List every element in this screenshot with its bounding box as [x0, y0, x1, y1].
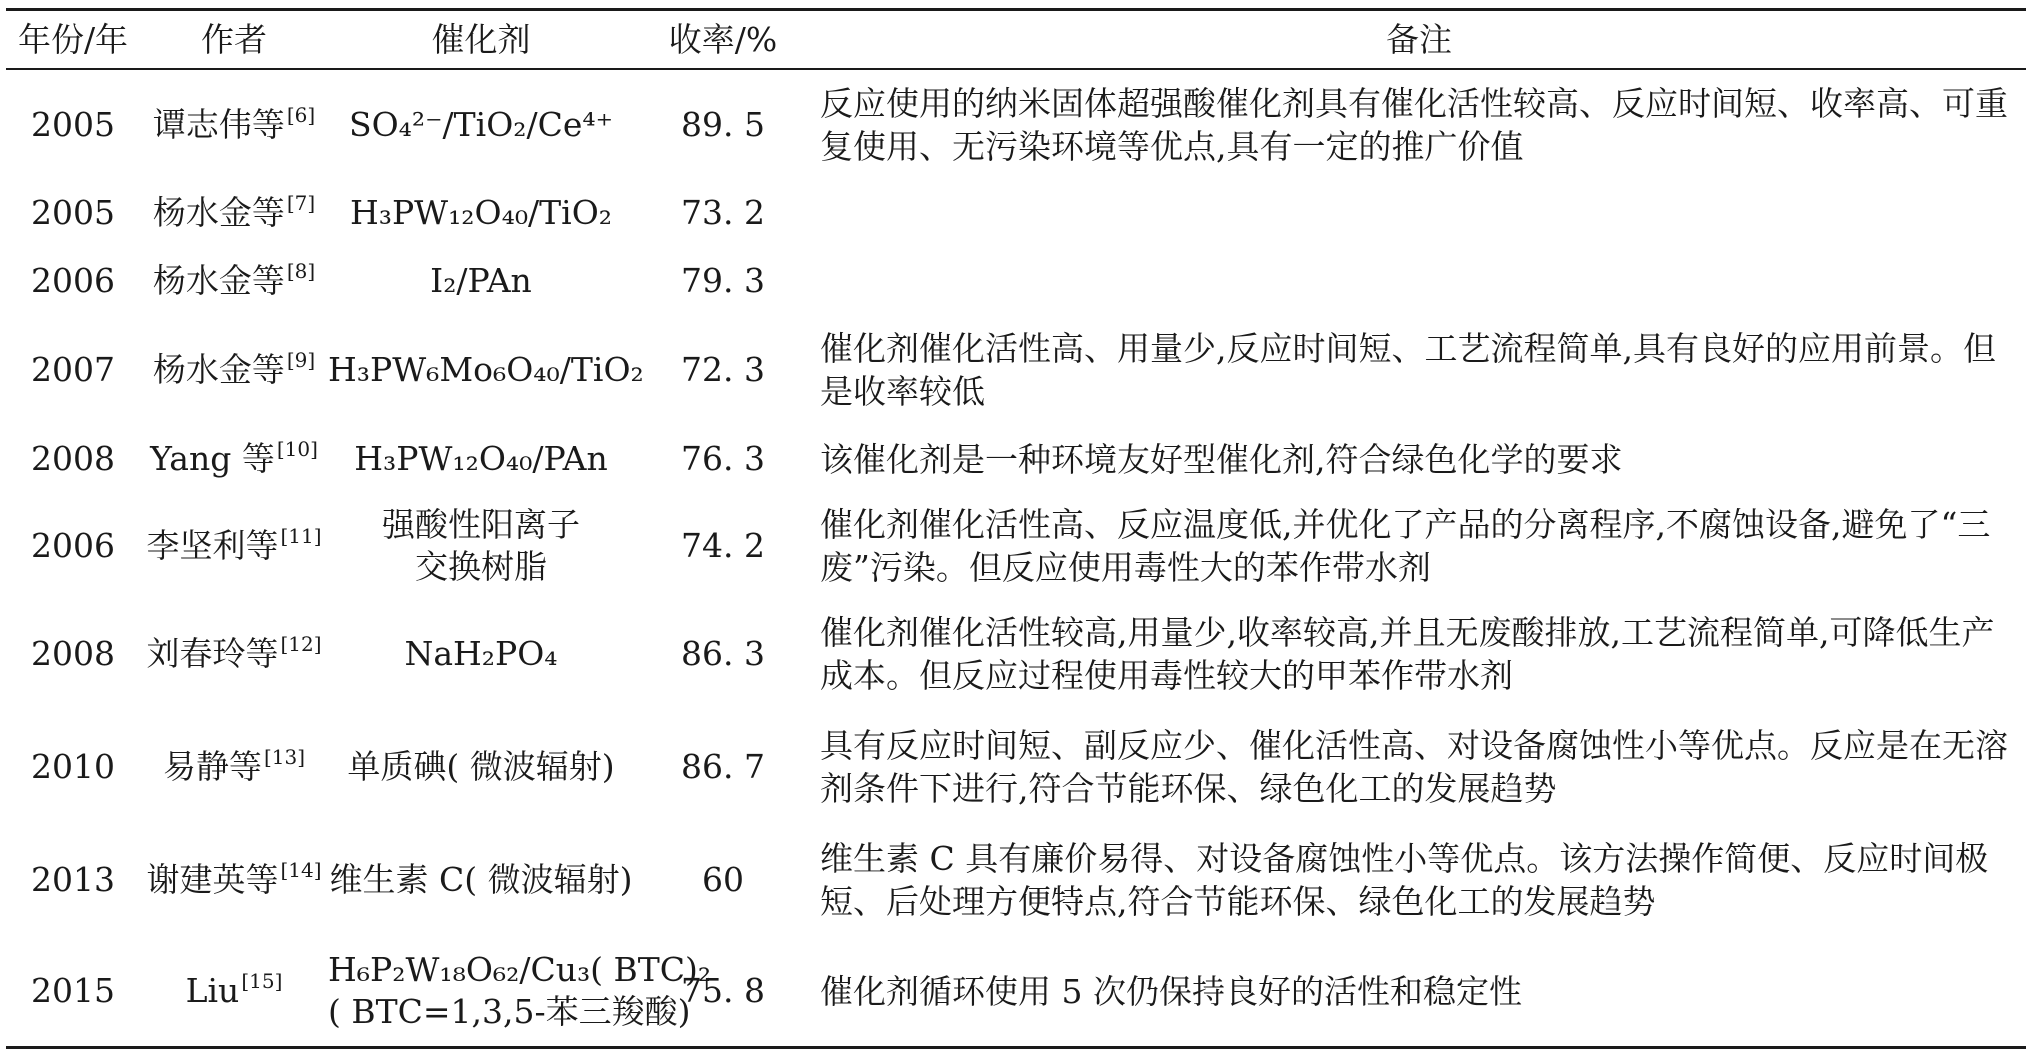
cell-catalyst: H₃PW₁₂O₄₀/TiO₂	[349, 193, 613, 232]
cell-year: 2010	[31, 747, 115, 786]
header-catalyst: 催化剂	[431, 19, 531, 59]
catalyst-line: 交换树脂	[415, 547, 547, 586]
cell-year: 2013	[31, 860, 115, 899]
table-row	[6, 710, 2026, 824]
cell-year: 2006	[31, 261, 115, 300]
cell-author	[140, 424, 328, 494]
cell-author	[140, 598, 328, 710]
reference-mark: [7]	[286, 191, 316, 215]
cell-yield: 75. 8	[681, 971, 765, 1010]
table-row	[6, 424, 2026, 494]
table-row	[6, 180, 2026, 246]
table-header-row	[6, 10, 2026, 70]
cell-author	[140, 710, 328, 824]
cell-catalyst: 维生素 C( 微波辐射)	[329, 860, 633, 899]
cell-year: 2005	[31, 193, 115, 232]
catalyst-line: H₆P₂W₁₈O₆₂/Cu₃( BTC)₂	[328, 950, 712, 989]
reference-mark: [10]	[276, 437, 318, 461]
table-row	[6, 936, 2026, 1048]
cell-year: 2015	[31, 971, 115, 1010]
catalyst-comparison-table	[6, 8, 2026, 1049]
reference-mark: [6]	[286, 103, 316, 127]
cell-note: 具有反应时间短、副反应少、催化活性高、对设备腐蚀性小等优点。反应是在无溶剂条件下进行,符合节能环保、绿色化工的发展趋势	[820, 726, 2008, 808]
cell-year: 2006	[31, 526, 115, 565]
table-row	[6, 246, 2026, 316]
cell-yield: 79. 3	[681, 261, 765, 300]
cell-author	[140, 180, 328, 246]
cell-author	[140, 316, 328, 424]
cell-note: 催化剂催化活性高、用量少,反应时间短、工艺流程简单,具有良好的应用前景。但是收率较低	[820, 329, 1996, 411]
table-row	[6, 598, 2026, 710]
author-name: 谭志伟等	[152, 105, 285, 144]
cell-yield: 72. 3	[681, 350, 765, 389]
cell-catalyst: SO₄²⁻/TiO₂/Ce⁴⁺	[348, 105, 614, 144]
author-name: 刘春玲等	[146, 634, 279, 673]
author-name: Liu	[185, 971, 240, 1010]
author-name: Yang 等	[150, 439, 275, 478]
author-name: 杨水金等	[152, 261, 285, 300]
cell-year: 2008	[31, 634, 115, 673]
table-row	[6, 494, 2026, 598]
header-note: 备注	[1386, 19, 1452, 59]
cell-catalyst: NaH₂PO₄	[404, 634, 558, 673]
reference-mark: [8]	[286, 259, 316, 283]
cell-year: 2005	[31, 105, 115, 144]
cell-note	[812, 180, 2026, 246]
reference-mark: [12]	[280, 632, 322, 656]
header-year: 年份/年	[17, 19, 129, 59]
cell-yield: 74. 2	[681, 526, 765, 565]
author-name: 李坚利等	[146, 526, 279, 565]
cell-catalyst: H₃PW₆Mo₆O₄₀/TiO₂	[328, 350, 644, 389]
reference-mark: [15]	[241, 969, 283, 993]
cell-yield: 73. 2	[681, 193, 765, 232]
cell-yield: 86. 7	[681, 747, 765, 786]
author-name: 谢建英等	[146, 860, 279, 899]
table-row	[6, 69, 2026, 180]
cell-author	[140, 246, 328, 316]
reference-mark: [14]	[280, 858, 322, 882]
cell-year: 2007	[31, 350, 115, 389]
cell-catalyst: I₂/PAn	[430, 261, 532, 300]
header-author: 作者	[201, 19, 267, 59]
cell-yield: 60	[702, 860, 744, 899]
cell-catalyst	[328, 936, 712, 1048]
reference-mark: [11]	[280, 524, 322, 548]
catalyst-line: 强酸性阳离子	[382, 505, 580, 544]
cell-catalyst: H₃PW₁₂O₄₀/PAn	[354, 439, 608, 478]
header-yield: 收率/%	[668, 19, 778, 59]
table-row	[6, 316, 2026, 424]
cell-year: 2008	[31, 439, 115, 478]
author-name: 易静等	[162, 747, 262, 786]
cell-note: 催化剂循环使用 5 次仍保持良好的活性和稳定性	[820, 971, 1522, 1011]
cell-author	[140, 824, 328, 936]
reference-mark: [13]	[263, 745, 306, 769]
cell-author	[140, 494, 328, 598]
cell-note: 该催化剂是一种环境友好型催化剂,符合绿色化学的要求	[820, 439, 1623, 479]
cell-yield: 89. 5	[681, 105, 765, 144]
cell-note: 催化剂催化活性高、反应温度低,并优化了产品的分离程序,不腐蚀设备,避免了“三废”污染。但反应使用毒性大的苯作带水剂	[820, 505, 1991, 587]
cell-author	[140, 69, 328, 180]
cell-catalyst: 单质碘( 微波辐射)	[347, 747, 615, 786]
cell-note: 反应使用的纳米固体超强酸催化剂具有催化活性较高、反应时间短、收率高、可重复使用、无污染环境等优点,具有一定的推广价值	[820, 84, 2008, 166]
cell-author	[140, 936, 328, 1048]
cell-yield: 76. 3	[681, 439, 765, 478]
cell-catalyst	[328, 494, 634, 598]
cell-yield: 86. 3	[681, 634, 765, 673]
reference-mark: [9]	[286, 348, 316, 372]
author-name: 杨水金等	[152, 193, 285, 232]
table-row	[6, 824, 2026, 936]
cell-note: 催化剂催化活性较高,用量少,收率较高,并且无废酸排放,工艺流程简单,可降低生产成本。但反应过程使用毒性较大的甲苯作带水剂	[820, 613, 1995, 695]
catalyst-line: ( BTC=1,3,5-苯三羧酸)	[328, 992, 691, 1031]
author-name: 杨水金等	[152, 350, 285, 389]
cell-note: 维生素 C 具有廉价易得、对设备腐蚀性小等优点。该方法操作简便、反应时间极短、后处理方便特点,符合节能环保、绿色化工的发展趋势	[820, 839, 1989, 921]
cell-note	[812, 246, 2026, 316]
